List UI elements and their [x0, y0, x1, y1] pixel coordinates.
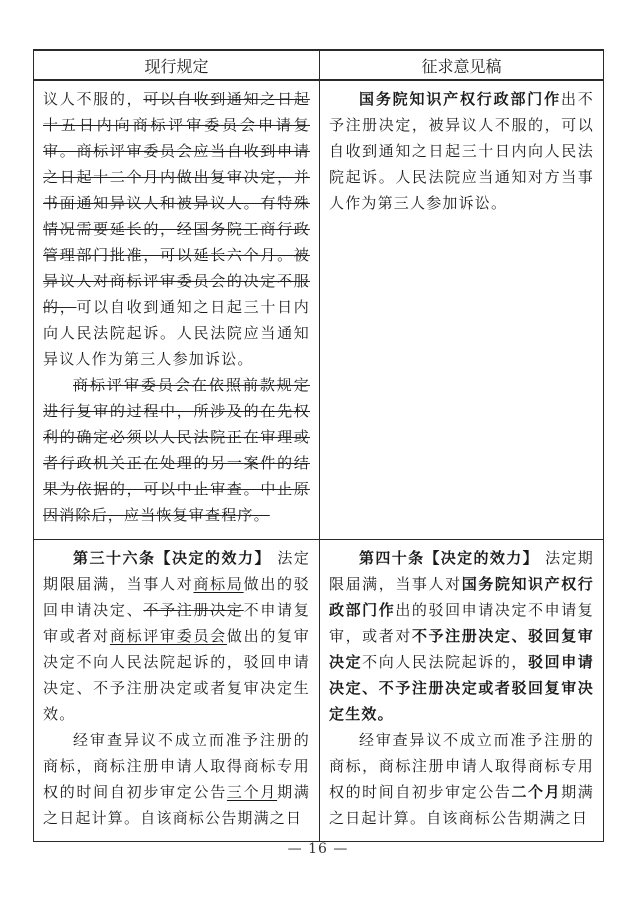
- underlined-text: 三个月: [226, 783, 278, 801]
- text-span: 经审查异议不成立而准予注册的商标，商标注册申请人取得商标专用权的时间自初步审定公告: [329, 731, 594, 801]
- bold-text: 驳回申请决定、不予注册决定或者驳回复审决定生效。: [329, 653, 594, 723]
- bold-text: 国务院知识产权行政部门作: [329, 575, 594, 619]
- text-span: 议人不服的，: [43, 90, 144, 108]
- text-span: 做出的驳回申请决定、: [43, 575, 310, 619]
- underlined-text: 商标评审委员会: [109, 627, 227, 645]
- text-span: 出不予注册决定，被异议人不服的，可以自收到通知之日起三十日内向人民法院起诉。人民法院应当通知对方当事人作为第三人参加诉讼。: [329, 90, 594, 212]
- text-span: 经审查异议不成立而准予注册的商标，商标注册申请人取得商标专用权的时间自初步审定公告: [43, 731, 310, 801]
- table-row: [34, 80, 604, 540]
- deleted-text: 商标评审委员会在依照前款规定进行复审的过程中，所涉及的在先权利的确定必须以人民法院正在审理或者行政机关正在处理的另一案件的结果为依据的，可以中止审查。中止原因消除后，应当恢复审查程序。: [43, 376, 310, 524]
- draft-paragraph: [329, 86, 594, 216]
- article-title: 第四十条【决定的效力】: [359, 549, 539, 567]
- draft-paragraph: [329, 727, 594, 831]
- bold-text: 国务院知识产权行政部门作: [359, 90, 561, 108]
- text-span: 法定期限届满，当事人对: [43, 549, 311, 593]
- current-rule-cell: [34, 540, 320, 842]
- text-span: 期满之日起计算。自该商标公告期满之日: [329, 783, 595, 827]
- deleted-text: 不予注册决定: [143, 601, 244, 619]
- text-span: 出的驳回申请决定不申请复审，或者对: [329, 601, 594, 645]
- bold-text: 不予注册决定、驳回复审决定: [329, 627, 594, 671]
- current-paragraph: [43, 372, 310, 528]
- current-paragraph: [43, 86, 310, 372]
- underlined-text: 商标局: [193, 575, 244, 593]
- header-draft: 征求意见稿: [320, 50, 604, 80]
- current-rule-cell: [34, 80, 320, 540]
- table-row: [34, 540, 604, 842]
- text-span: 期满之日起计算。自该商标公告期满之日: [43, 783, 311, 827]
- text-span: 法定期限届满，当事人对: [329, 549, 595, 593]
- text-span: 做出的复审决定不向人民法院起诉的，驳回申请决定、不予注册决定或者复审决定生效。: [43, 627, 310, 723]
- page-number: — 16 —: [287, 841, 349, 857]
- table-header-row: [34, 50, 604, 80]
- current-paragraph: [43, 727, 310, 831]
- article-title: 第三十六条【决定的效力】: [73, 549, 272, 567]
- deleted-text: 可以自收到通知之日起十五日内向商标评审委员会申请复审。商标评审委员会应当自收到申请之日起十二个月内做出复审决定，并书面通知异议人和被异议人。有特殊情况需要延长的，经国务院工商行政管理部门批准，可以延长六个月。被异议人对商标评审委员会的决定不服的，: [43, 90, 310, 316]
- text-span: 不向人民法院起诉的，: [362, 653, 529, 671]
- draft-cell: [320, 540, 604, 842]
- draft-cell: [320, 80, 604, 540]
- text-span: 可以自收到通知之日起三十日内向人民法院起诉。人民法院应当通知异议人作为第三人参加诉讼。: [43, 298, 310, 368]
- bold-text: 二个月: [511, 783, 562, 801]
- comparison-table: [33, 49, 604, 842]
- header-current-rules: 现行规定: [34, 50, 320, 80]
- current-paragraph: [43, 545, 310, 727]
- text-span: 不申请复审或者对: [43, 601, 311, 645]
- draft-paragraph: [329, 545, 594, 727]
